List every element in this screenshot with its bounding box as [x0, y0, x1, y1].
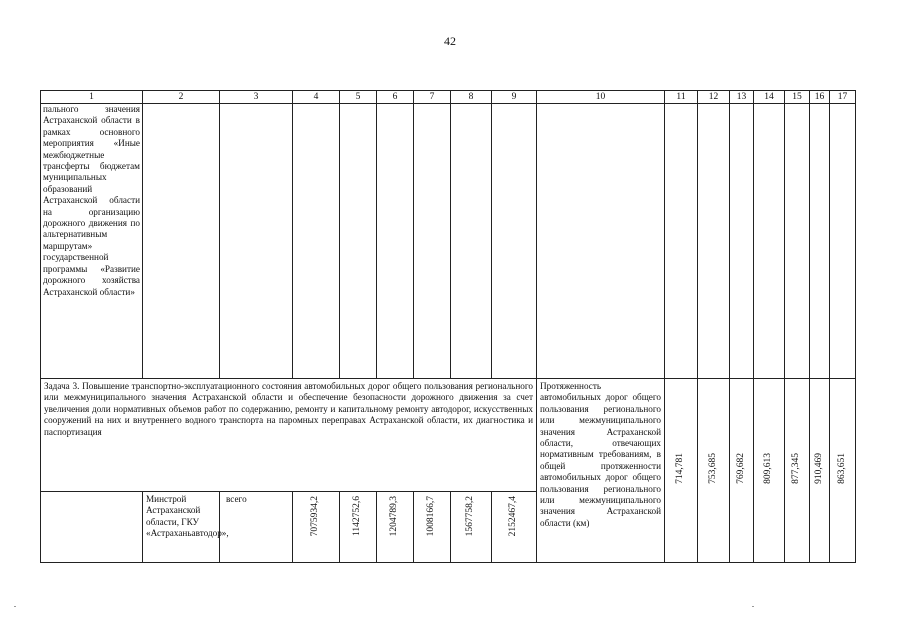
page-number: 42: [444, 34, 456, 48]
col-header: 9: [492, 91, 537, 104]
col-header: 3: [220, 91, 293, 104]
funding-value: 7075934,2: [310, 496, 321, 537]
continued-text: пального значения Астраханской области в рамках основного мероприятия «Иные межбюджетные трансферты бюджетам муниципальных образований Астраханской области на организацию дорожного движения по альтернативным маршрутам» государственной программы «Развитие дорожного хозяйства Астраханской области»: [41, 104, 143, 379]
scan-mark: [752, 606, 754, 607]
col-header: 2: [143, 91, 220, 104]
indicator-value: 910,469: [813, 453, 824, 485]
task-row: [41, 379, 856, 492]
col-header: 16: [810, 91, 830, 104]
indicator-value: 714,781: [675, 453, 686, 485]
col-header: 13: [730, 91, 754, 104]
continued-row: [41, 104, 856, 379]
col-header: 5: [340, 91, 377, 104]
funding-value: 1204789,3: [389, 496, 400, 537]
col-header: 6: [377, 91, 414, 104]
col-header: 7: [414, 91, 451, 104]
funding-value: 1008166,7: [426, 496, 437, 537]
col-header: 17: [830, 91, 856, 104]
indicator-value: 753,685: [707, 453, 718, 485]
indicator-value: 863,651: [836, 453, 847, 485]
indicator-text: Протяженность автомобильных дорог общего пользования регионального или межмуниципального значения Астраханской области, отвечающих нормативным требованиям, в общей протяженности автомобильных дорог общего пользования регионального или межмуниципального значения Астраханской области (км): [537, 379, 665, 563]
col-header: 4: [293, 91, 340, 104]
indicator-value: 877,345: [791, 453, 802, 485]
scan-mark: [14, 606, 16, 607]
col-header: 15: [785, 91, 810, 104]
funding-value: 1142752,6: [352, 496, 363, 537]
col-header: 1: [41, 91, 143, 104]
column-number-row: [41, 91, 856, 104]
col-header: 14: [754, 91, 785, 104]
program-table: [40, 90, 856, 563]
col-header: 8: [451, 91, 492, 104]
indicator-value: 769,682: [735, 453, 746, 485]
funding-value: 1567758,2: [465, 496, 476, 537]
task-3-text: Задача 3. Повышение транспортно-эксплуатационного состояния автомобильных дорог общего пользования регионального или межмуниципального значения Астраханской области и обеспечение безопасности дорожного движения за счет увеличения доли нормативных объемов работ по содержанию, ремонту и капитальному ремонту автодорог, искусственных сооружений на них и внутреннего водного транспорта на паромных переправах Астраханской области, их диагностика и паспортизация: [41, 379, 537, 492]
col-header: 10: [537, 91, 665, 104]
funding-source: всего: [220, 492, 293, 563]
col-header: 11: [665, 91, 698, 104]
col-header: 12: [698, 91, 730, 104]
funding-value: 2152467,4: [508, 496, 519, 537]
executor-text: Минстрой Астраханской области, ГКУ «Астраханьавтодор»,: [143, 492, 220, 563]
indicator-value: 809,613: [763, 453, 774, 485]
